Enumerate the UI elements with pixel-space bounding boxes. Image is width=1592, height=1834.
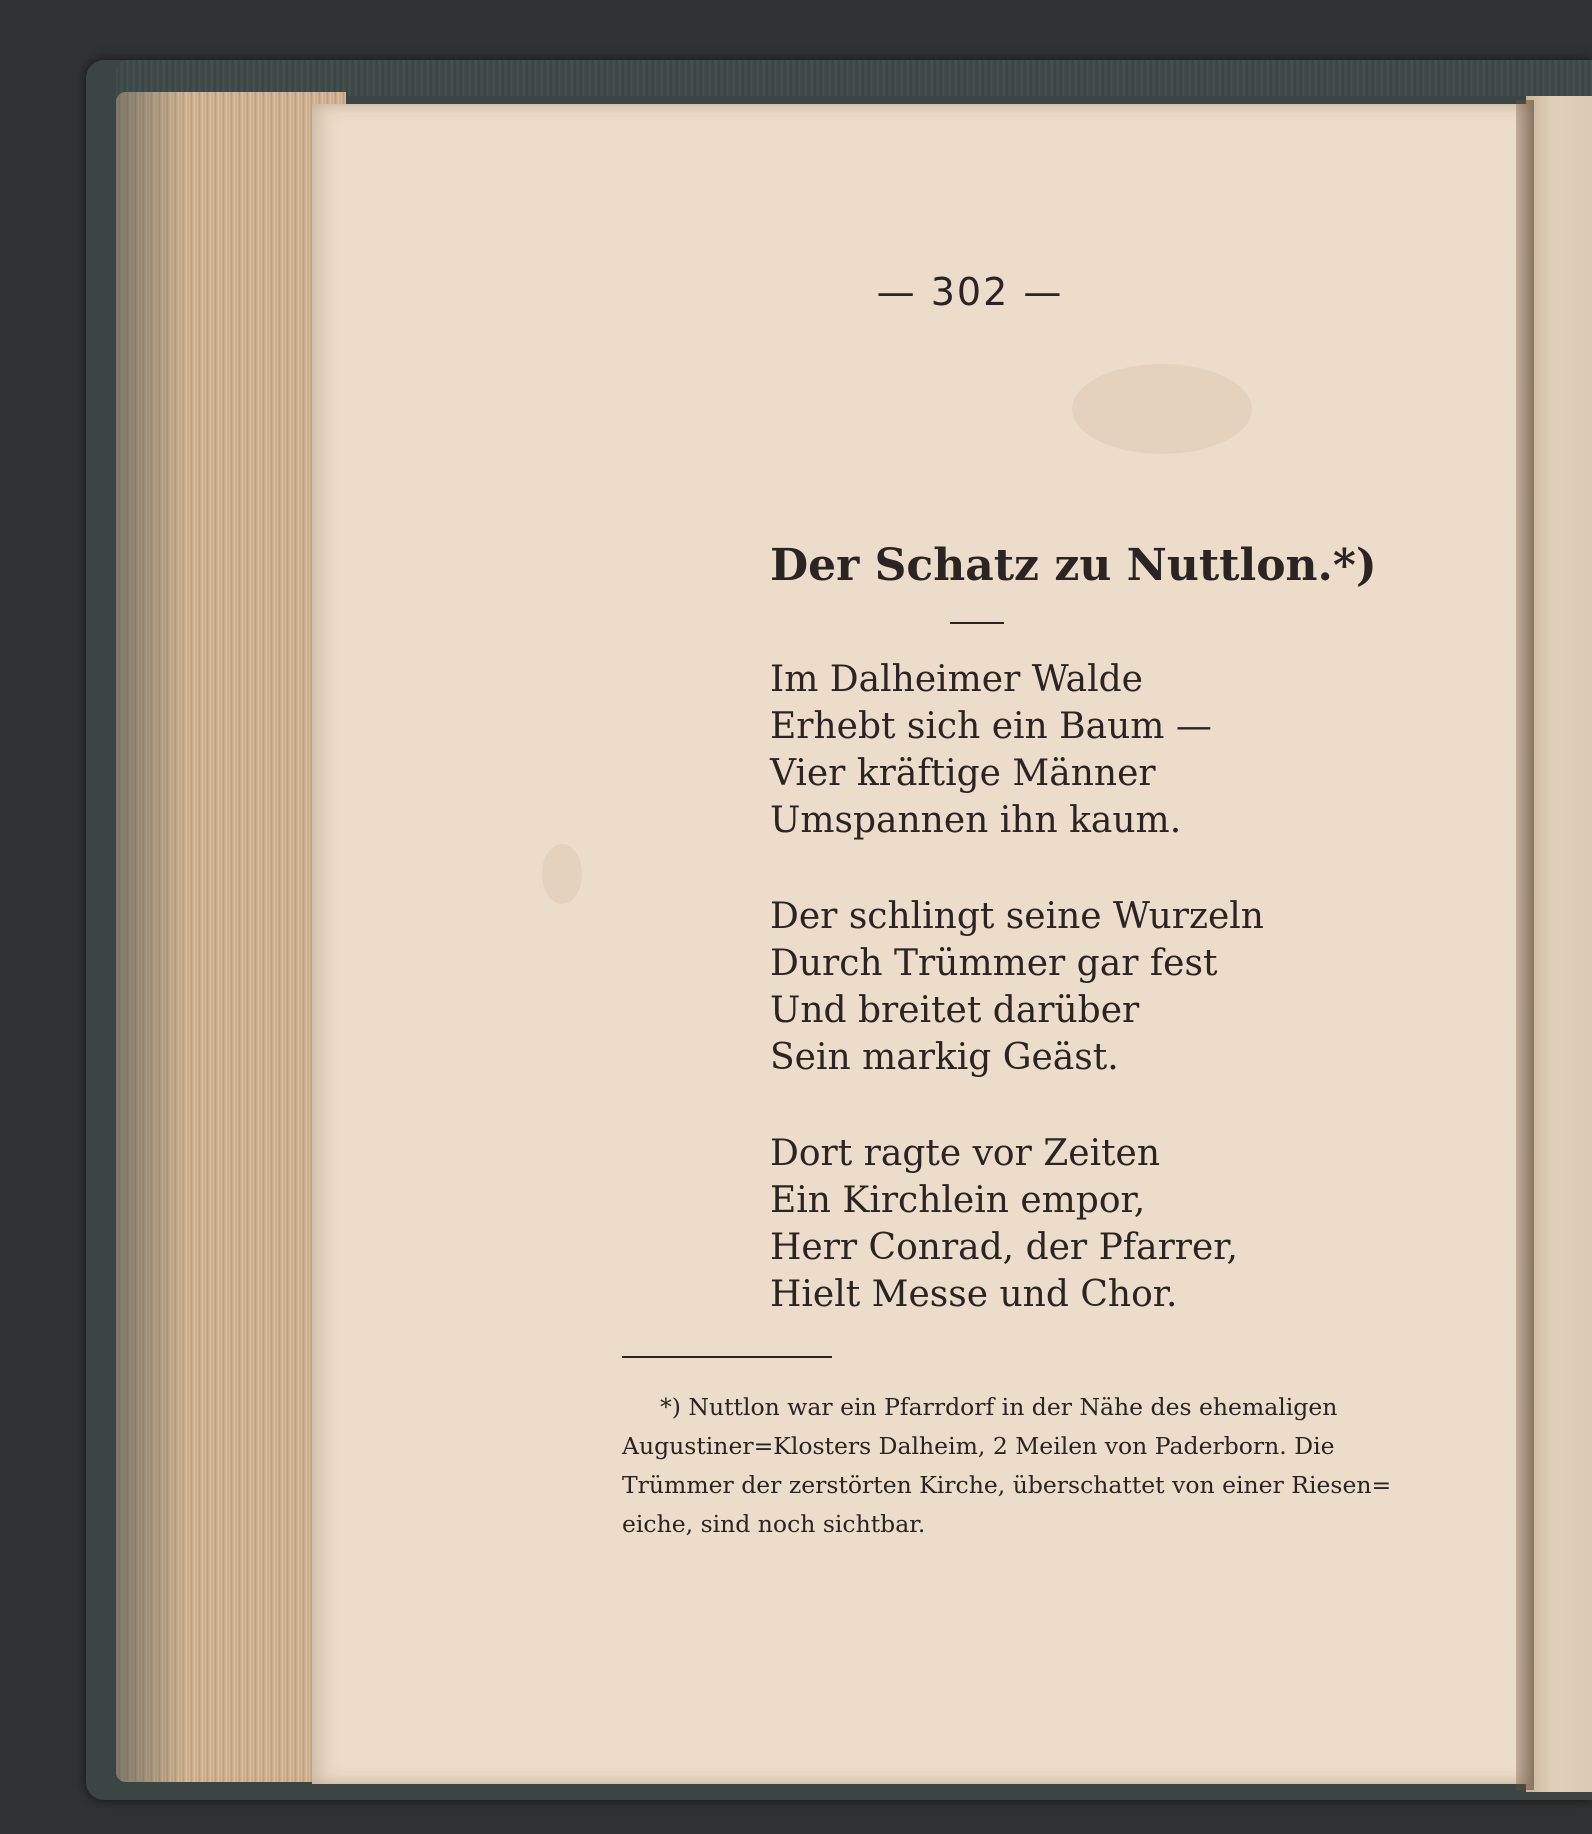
poem-line: Vier kräftige Männer xyxy=(770,753,1156,794)
poem-stanza-3 xyxy=(770,1130,1238,1318)
paper-stain xyxy=(1072,364,1252,454)
footnote-line: Trümmer der zerstörten Kirche, überschattet von einer Riesen= xyxy=(622,1471,1392,1499)
book-cover-top-edge xyxy=(116,60,1592,96)
poem-title: Der Schatz zu Nuttlon.*) xyxy=(770,540,1377,591)
poem-line: Im Dalheimer Walde xyxy=(770,659,1143,700)
poem-stanza-2 xyxy=(770,893,1264,1081)
page-gutter xyxy=(1516,100,1534,1790)
footnote-divider xyxy=(622,1356,832,1358)
poem-stanza-1 xyxy=(770,656,1212,844)
page-number: — 302 — xyxy=(876,270,1064,314)
footnote xyxy=(622,1388,1392,1544)
poem-line: Der schlingt seine Wurzeln xyxy=(770,896,1264,937)
poem-line: Dort ragte vor Zeiten xyxy=(770,1133,1161,1174)
poem-line: Und breitet darüber xyxy=(770,990,1140,1031)
poem-line: Umspannen ihn kaum. xyxy=(770,800,1182,841)
title-divider xyxy=(950,622,1004,624)
footnote-line: eiche, sind noch sichtbar. xyxy=(622,1510,926,1538)
poem-line: Sein markig Geäst. xyxy=(770,1037,1119,1078)
poem-line: Erhebt sich ein Baum — xyxy=(770,706,1212,747)
poem-line: Durch Trümmer gar fest xyxy=(770,943,1218,984)
poem-line: Hielt Messe und Chor. xyxy=(770,1274,1178,1315)
poem-line: Herr Conrad, der Pfarrer, xyxy=(770,1227,1238,1268)
paper-stain xyxy=(542,844,582,904)
poem-line: Ein Kirchlein empor, xyxy=(770,1180,1146,1221)
footnote-line: Augustiner=Klosters Dalheim, 2 Meilen von Paderborn. Die xyxy=(622,1432,1335,1460)
next-page-edge xyxy=(1526,96,1592,1792)
footnote-line: *) Nuttlon war ein Pfarrdorf in der Nähe des ehemaligen xyxy=(660,1393,1338,1421)
